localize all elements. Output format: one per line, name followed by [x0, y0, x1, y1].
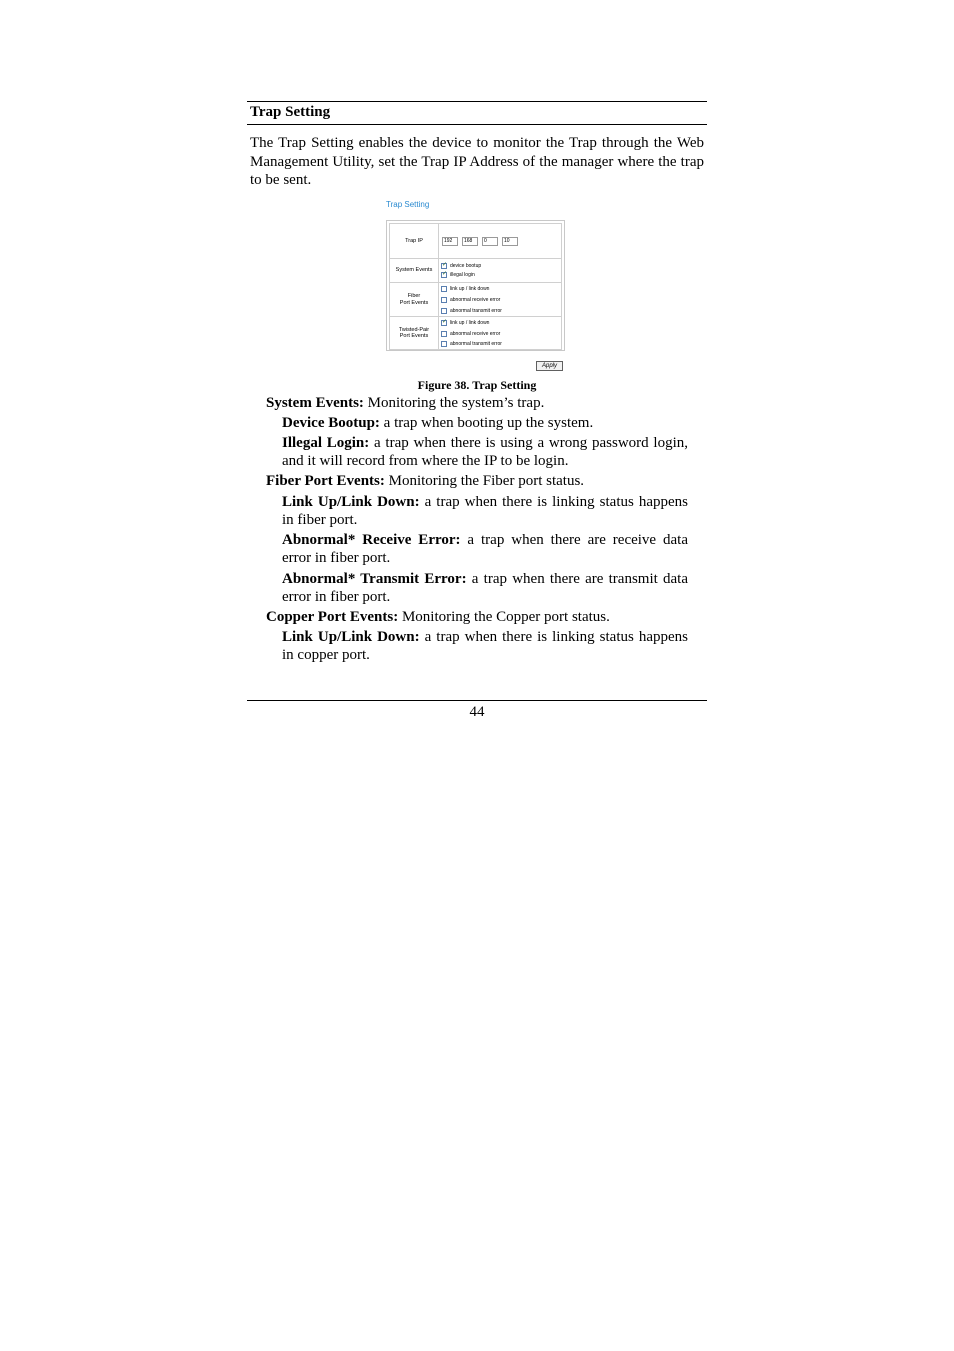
fiber-receive-term: Abnormal* Receive Error: — [282, 532, 461, 548]
fiber-link-text: a trap when there is linking status happens in fiber port. — [282, 494, 688, 528]
fiber-transmit-checkbox[interactable] — [441, 308, 447, 314]
footer-rule — [247, 700, 707, 701]
intro-paragraph: The Trap Setting enables the device to monitor the Trap through the Web Management Utility, set the Trap IP Address of the manager where the trap to be sent. — [250, 135, 704, 188]
tp-events-cell — [439, 317, 561, 349]
illegal-login-term: Illegal Login: — [282, 435, 370, 451]
system-events-label: System Events — [390, 259, 439, 282]
device-bootup-term: Device Bootup: — [282, 415, 380, 431]
tp-events-label-line1: Twisted-Pair — [398, 326, 430, 333]
fiber-link-desc — [282, 493, 688, 529]
fiber-port-events-text: Monitoring the Fiber port status. — [384, 473, 585, 489]
fiber-events-row — [389, 282, 562, 317]
illegal-login-desc — [282, 434, 688, 470]
system-events-term: System Events: — [266, 395, 364, 411]
ip-octet-4-input[interactable]: 10 — [502, 237, 518, 246]
screen-title: Trap Setting — [386, 200, 430, 209]
ip-octet-2-input[interactable]: 168 — [462, 237, 478, 246]
figure-caption: Figure 38. Trap Setting — [417, 378, 537, 392]
illegal-login-text: a trap when there is using a wrong password login, and it will record from where the IP to be login. — [282, 435, 688, 469]
trap-ip-label: Trap IP — [390, 224, 439, 258]
copper-port-events-text: Monitoring the Copper port status. — [398, 609, 610, 625]
fiber-receive-text: a trap when there are receive data error in fiber port. — [282, 532, 688, 566]
ip-octet-3-input[interactable]: 0 — [482, 237, 498, 246]
fiber-events-label-line1: Fiber — [407, 293, 421, 299]
fiber-link-checkbox[interactable] — [441, 286, 447, 292]
fiber-receive-checkbox[interactable] — [441, 297, 447, 303]
tp-transmit-checkbox[interactable] — [441, 341, 447, 347]
device-bootup-desc — [282, 414, 688, 432]
system-events-cell — [439, 259, 561, 282]
fiber-link-label: link up / link down — [450, 286, 490, 292]
tp-events-label — [390, 317, 439, 349]
copper-port-events-desc — [266, 608, 706, 626]
trap-ip-row — [389, 223, 562, 259]
fiber-events-label-line2: Port Events — [399, 299, 429, 306]
fiber-link-term: Link Up/Link Down: — [282, 494, 420, 510]
fiber-transmit-text: a trap when there are transmit data error in fiber port. — [282, 571, 689, 605]
system-events-row — [389, 258, 562, 283]
illegal-login-option[interactable] — [441, 271, 475, 279]
fiber-events-cell — [439, 283, 561, 316]
apply-button[interactable]: Apply — [536, 361, 563, 371]
system-events-text: Monitoring the system’s trap. — [363, 395, 545, 411]
fiber-receive-desc — [282, 531, 688, 567]
device-bootup-text: a trap when booting up the system. — [379, 415, 594, 431]
fiber-port-events-desc — [266, 472, 706, 490]
section-title: Trap Setting — [250, 104, 331, 120]
tp-transmit-label: abnormal transmit error — [450, 341, 502, 347]
device-bootup-checkbox[interactable] — [441, 263, 447, 269]
fiber-events-label — [390, 283, 439, 316]
fiber-link-option[interactable] — [441, 285, 489, 293]
tp-receive-label: abnormal receive error — [450, 331, 501, 337]
device-bootup-option[interactable] — [441, 262, 481, 270]
header-top-rule — [247, 101, 707, 102]
ip-octet-1-input[interactable]: 192 — [442, 237, 458, 246]
tp-link-option[interactable] — [441, 319, 489, 327]
copper-link-text: a trap when there is linking status happens in copper port. — [282, 629, 688, 663]
tp-transmit-option[interactable] — [441, 340, 502, 348]
header-bottom-rule — [247, 124, 707, 125]
trap-ip-cell — [439, 224, 561, 258]
fiber-transmit-option[interactable] — [441, 307, 502, 315]
tp-link-label: link up / link down — [450, 320, 490, 326]
illegal-login-label: illegal login — [450, 272, 475, 278]
system-events-desc — [266, 394, 706, 412]
fiber-port-events-term: Fiber Port Events: — [266, 473, 385, 489]
fiber-transmit-label: abnormal transmit error — [450, 308, 502, 314]
fiber-transmit-term: Abnormal* Transmit Error: — [282, 571, 467, 587]
tp-events-label-line2: Port Events — [399, 333, 429, 339]
fiber-receive-option[interactable] — [441, 296, 500, 304]
tp-receive-checkbox[interactable] — [441, 331, 447, 337]
copper-link-desc — [282, 628, 688, 664]
illegal-login-checkbox[interactable] — [441, 272, 447, 278]
trap-setting-form — [386, 220, 565, 351]
tp-link-checkbox[interactable] — [441, 320, 447, 326]
page-number: 44 — [469, 704, 485, 720]
fiber-receive-label: abnormal receive error — [450, 297, 501, 303]
tp-receive-option[interactable] — [441, 330, 500, 338]
copper-link-term: Link Up/Link Down: — [282, 629, 420, 645]
copper-port-events-term: Copper Port Events: — [266, 609, 399, 625]
tp-events-row — [389, 316, 562, 350]
fiber-transmit-desc — [282, 570, 688, 606]
device-bootup-label: device bootup — [450, 263, 482, 269]
